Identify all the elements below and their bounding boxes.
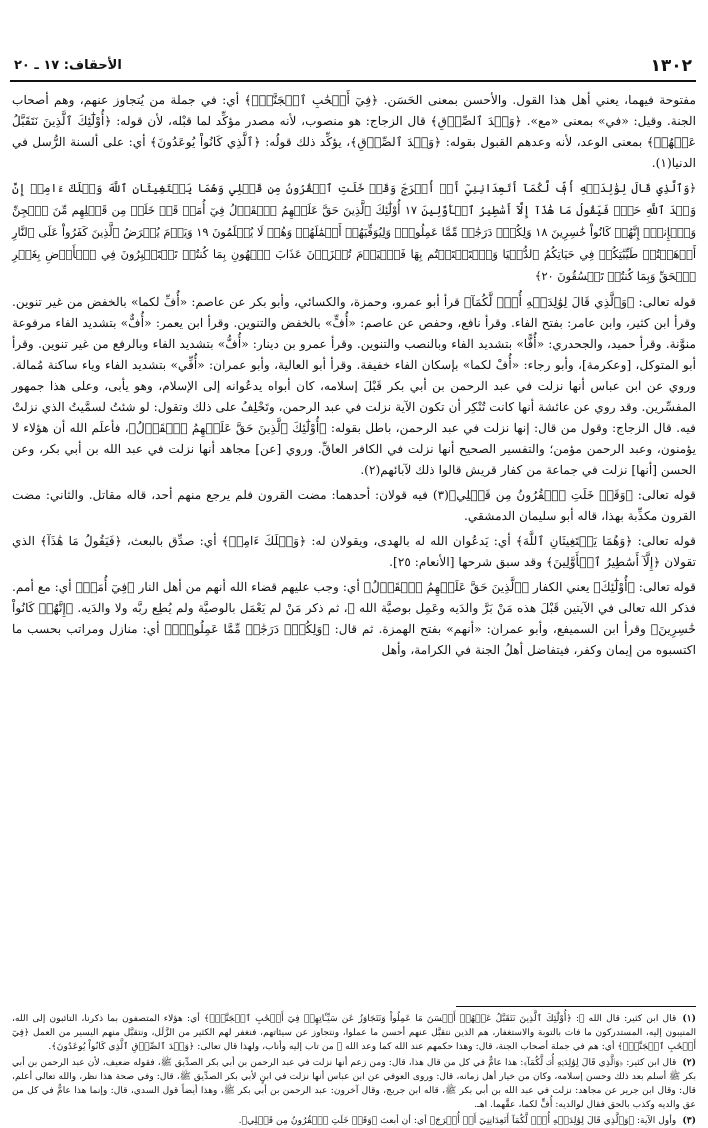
running-title: الأحقاف: ١٧ ـ ٢٠ — [14, 58, 122, 73]
page-header — [10, 54, 696, 78]
paragraph: قوله تعالى: ﴿وَقَدۡ خَلَتِ ٱلۡقُرُونُ مِن قَبۡلِي﴾(٣) فيه قولان: أحدهما: مضت القرون فلم يرجع منهم أحد، قاله مقاتل. والثاني: مضت القرون مكذِّبة بهذا، قاله أبو سليمان الدمشقي. — [12, 488, 696, 523]
footnote-text: وأول الآية: ﴿وَٱلَّذِي قَالَ لِوَٰلِدَيۡهِ أُفّٖ لَّكُمَآ أَتَعِدَانِنِيٓ أَنۡ أُخۡرَجَ﴾ أي: أن أبعث ﴿وَقَدۡ خَلَتِ ٱلۡقُرُونُ مِن قَبۡلِي﴾. — [238, 1115, 677, 1126]
page-number: ١٣٠٢ — [650, 56, 692, 76]
footnote — [12, 1056, 696, 1112]
footnote-number: (٣) — [682, 1115, 696, 1126]
footnote — [12, 1012, 696, 1054]
footnotes — [12, 1012, 696, 1126]
quran-verses-block: ﴿وَٱلَّذِي قَالَ لِوَٰلِدَيۡهِ أُفّٖ لَّكُمَآ أَتَعِدَانِنِيٓ أَنۡ أُخۡرَجَ وَقَدۡ خَلَتِ ٱلۡقُرُونُ مِن قَبۡلِي وَهُمَا يَسۡتَغِيثَانِ ٱللَّهَ وَيۡلَكَ ءَامِنۡ إِنَّ وَعۡدَ ٱللَّهِ حَقّٞ فَيَقُولُ مَا هَٰذَآ إِلَّآ أَسَٰطِيرُ ٱلۡأَوَّلِينَ ١٧ أُوْلَٰٓئِكَ ٱلَّذِينَ حَقَّ عَلَيۡهِمُ ٱلۡقَوۡلُ فِيٓ أُمَمٖ قَدۡ خَلَتۡ مِن قَبۡلِهِم مِّنَ ٱلۡجِنِّ وَٱلۡإِنسِۖ إِنَّهُمۡ كَانُواْ خَٰسِرِينَ ١٨ وَلِكُلّٖ دَرَجَٰتٞ مِّمَّا عَمِلُواْۖ وَلِيُوَفِّيَهُمۡ أَعۡمَٰلَهُمۡ وَهُمۡ لَا يُظۡلَمُونَ ١٩ وَيَوۡمَ يُعۡرَضُ ٱلَّذِينَ كَفَرُواْ عَلَى ٱلنَّارِ أَذۡهَبۡتُمۡ طَيِّبَٰتِكُمۡ فِي حَيَاتِكُمُ ٱلدُّنۡيَا وَٱسۡتَمۡتَعۡتُم بِهَا فَٱلۡيَوۡمَ تُجۡزَوۡنَ عَذَابَ ٱلۡهُونِ بِمَا كُنتُمۡ تَسۡتَكۡبِرُونَ فِي ٱلۡأَرۡضِ بِغَيۡرِ ٱلۡحَقِّ وَبِمَا كُنتُمۡ تَفۡسُقُونَ ٢٠﴾ — [12, 182, 697, 283]
paragraph: قوله تعالى: ﴿وَٱلَّذِي قَالَ لِوَٰلِدَيۡهِ أُفّٖ لَّكُمَآ﴾ قرأ أبو عمرو، وحمزة، والكسائي، وأبو بكر عن عاصم: «أُفِّ لكما» بالخفض من غير تنوين. وقرأ ابن كثير، وابن عامر: بفتح الفاء. وقرأ نافع، وحفص عن عاصم: «أُفٍّ» بالخفض والتنوين. وقرأ ابن يعمر: «أُفٌّ» بتشديد الفاء مرفوعة منوَّنة. وقرأ حميد، والجحدري: «أُفًّا» بتشديد الفاء وبالنصب والتنوين. وقرأ عمرو بن دينار: «أُفُّ» بتشديد الفاء وبالرفع من غير تنوين. وقرأ أبو المتوكل، [وعكرمة]، وأبو رجاء: «أُفْ لكما» بإسكان الفاء خفيفة. وقرأ أبو العالية، وأبو عمران: «أُفِّي» بتشديد الفاء وياء ساكنة مُمالة. وروي عن ابن عباس أنها نزلت في عبد الرحمن بن أبي بكر قَبْلَ إسلامه، كان أبواه يدعُوانه إلى الإسلام، وهو يأبى، وعلى هذا جمهور المفسِّرين. وقد روي عن عائشة أنها كانت تُنْكِر أن تكون الآية نزلت في عبد الرحمن، وتَحْلِفُ على ذلك وتقول: لو شئتُ لسمَّيتُ الذي نزلتْ فيه. قال الزجاج: وقول من قال: إنها نزلت في عبد الرحمن، باطل بقوله: ﴿أُوْلَٰٓئِكَ ٱلَّذِينَ حَقَّ عَلَيۡهِمُ ٱلۡقَوۡلُ﴾، فأعلَم الله أن هؤلاء لا يؤمنون، وعبد الرحمن مؤمن؛ والتفسير الصحيح أنها نزلت في الكافر العاقِّ. وروي [عن] مجاهد أنها نزلت في عبد الله بن أبي بكر، وعن الحسن [أنها] نزلت في جماعة من كفار قريش قالوا ذلك لآبائهم(٢). — [12, 295, 696, 477]
paragraph: مفتوحة فيهما، يعني أهل هذا القول. والأحسن بمعنى الحَسَن. ﴿فِيٓ أَصۡحَٰبِ ٱلۡجَنَّةِۖ﴾ أي: في جملة من يُتجاوز عنهم، وهم أصحاب الجنة. وقيل: «في» بمعنى «مع». ﴿وَعۡدَ ٱلصِّدۡقِ﴾ قال الزجاج: هو منصوب، لأنه مصدر مؤكِّد لما قبْله، لأن قوله: ﴿أُوْلَٰٓئِكَ ٱلَّذِينَ نَتَقَبَّلُ عَنۡهُمۡ﴾ بمعنى الوعد، لأنه وعدهم القبول بقوله: ﴿وَعۡدَ ٱلصِّدۡقِ﴾، يؤكِّد ذلك قولُه: ﴿ٱلَّذِي كَانُواْ يُوعَدُونَ﴾ أي: على ألسنة الرُّسل في الدنيا(١). — [12, 93, 696, 170]
footnote-number: (١) — [682, 1013, 696, 1024]
footnote-text: قال ابن كثير: قال الله ﷻ: ﴿أُوْلَٰٓئِكَ ٱلَّذِينَ نَتَقَبَّلُ عَنۡهُمۡ أَحۡسَنَ مَا عَمِلُواْ وَنَتَجَاوَزُ عَن سَيِّـَٔاتِهِمۡ فِيٓ أَصۡحَٰبِ ٱلۡجَنَّةِۖ﴾ أي: هؤلاء المتصفون بما ذكرنا، التائبون إلى الله، المنيبون إليه، المستدركون ما فات بالتوبة والاستغفار، هم الذين نتقبَّل عنهم أحسن ما عملوا، ونتجاوز عن سيئاتهم، فنغفر لهم الكثير من الزَّلَل، ونتقبَّل منهم اليسير من العمل ﴿فِيٓ أَصۡحَٰبِ ٱلۡجَنَّةِۖ﴾ أي: هم في جملة أصحاب الجنة، قال: وهذا حكمهم عند الله كما وعد الله ﷻ من تاب إليه وأناب، ولهذا قال تعالى: ﴿وَعۡدَ ٱلصِّدۡقِ ٱلَّذِي كَانُواْ يُوعَدُونَ﴾. — [12, 1013, 696, 1052]
header-rule — [10, 80, 696, 82]
footnote-text: قال ابن كثير: ﴿وَٱلَّذِي قَالَ لِوَٰلِدَيۡهِ أُفّٖ لَّكُمَآ﴾: هذا عامٌّ في كل من قال هذا، قال: ومن زعم أنها نزلت في عبد الرحمن بن أبي بكر الصدِّيق ﷺ، فقوله ضعيف، لأن عبد الرحمن بن أبي بكر ﷺ أسلم بعد ذلك وحسن إسلامه، وكان من خيار أهل زمانه، قال: وروى العوفي عن ابن عباس أنها نزلت في ابنٍ لأبي بكر الصدِّيق ﷺ، قال: وفي صحة هذا نظر، والله تعالى أعلم، قال: وقال ابن جرير عن مجاهد: نزلت في عبد الله بن أبي بكر ﷺ، قاله ابن جريج، وقال آخرون: عبد الرحمن بن أبي بكر ﷺ، وهذا أيضاً قول السدي، قال: وإنما هذا عامٌّ في كل من عق والديه وكذب بالحق فقال لوالديه: أُفٍّ لكما، عقَّهما. اهـ. — [12, 1057, 696, 1110]
paragraph: قوله تعالى: ﴿وَهُمَا يَسۡتَغِيثَانِ ٱللَّهَ﴾ أي: يَدعُوان الله له بالهدى، ويقولان له: ﴿وَيۡلَكَ ءَامِنۡ﴾ أي: صدِّق بالبعث، ﴿فَيَقُولُ مَا هَٰذَآ﴾ الذي تقولان ﴿إِلَّآ أَسَٰطِيرُ ٱلۡأَوَّلِينَ﴾ وقد سبق شرحها [الأنعام: ٢٥]. — [12, 534, 696, 569]
footnote — [12, 1114, 696, 1128]
footnote-rule — [456, 1006, 696, 1007]
main-text — [12, 90, 696, 1006]
paragraph: قوله تعالى: ﴿أُوْلَٰٓئِكَ﴾ يعني الكفار ﴿ٱلَّذِينَ حَقَّ عَلَيۡهِمُ ٱلۡقَوۡلُ﴾ أي: وجب عليهم قضاء الله أنهم من أهل النار ﴿فِيٓ أُمَمٖ﴾ أي: مع أمم. فذكر الله تعالى في الآيتين قَبْلَ هذه مَنْ بَرَّ والدَيه وعَمِل بوصيَّة الله ﷻ، ثم ذكر مَنْ لم يَعْمَل بالوصيَّة ولم يُطِع ربَّه ولا والدَيه. ﴿إِنَّهُمۡ كَانُواْ خَٰسِرِينَ﴾ وقرأ ابن السميفع، وأبو عمران: «أنهم» بفتح الهمزة. ثم قال: ﴿وَلِكُلّٖ دَرَجَٰتٞ مِّمَّا عَمِلُواْۖ﴾ أي: منازل ومراتب بحسب ما اكتسبوه من إيمان وكفر، فيتفاضل أهلُ الجنة في الكرامة، وأهل — [12, 580, 696, 657]
footnote-number: (٢) — [682, 1057, 696, 1068]
